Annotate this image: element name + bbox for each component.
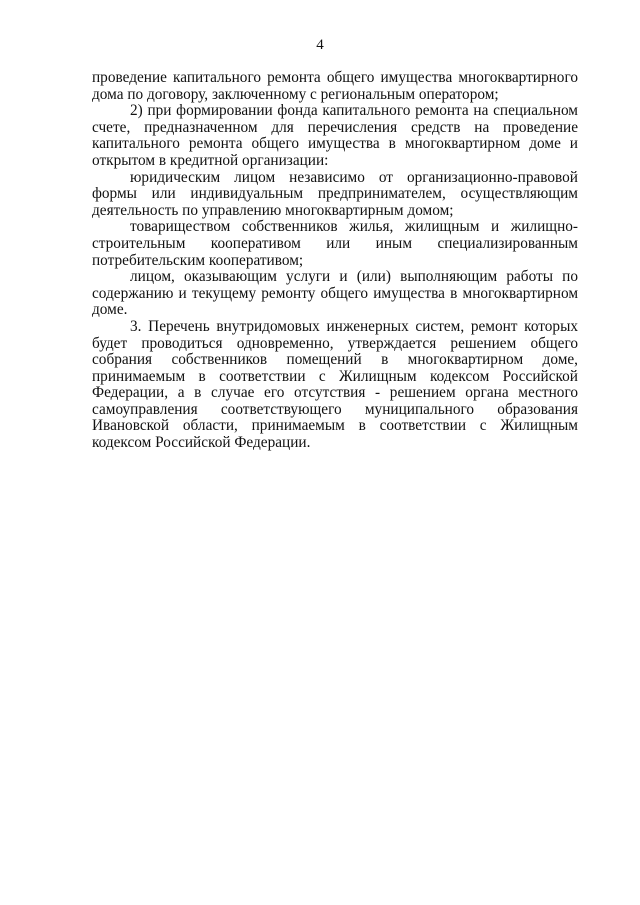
document-body bbox=[92, 70, 578, 452]
paragraph-continuation: проведение капитального ремонта общего имущества многоквартирного дома по договору, заключенному с региональным оператором; bbox=[92, 69, 578, 103]
paragraph-item-3: 3. Перечень внутридомовых инженерных систем, ремонт которых будет проводиться одновременно, утверждается решением общего собрания собственников помещений в многоквартирном доме, принимаемым в соответствии с Жилищным кодексом Российской Федерации, а в случае его отсутствия - решением органа местного самоуправления соответствующего муниципального образования Ивановской области, принимаемым в соответствии с Жилищным кодексом Российской Федерации. bbox=[92, 317, 578, 452]
paragraph-legal-entity: юридическим лицом независимо от организационно-правовой формы или индивидуальным предпринимателем, осуществляющим деятельность по управлению многоквартирным домом; bbox=[92, 168, 578, 219]
page-number: 4 bbox=[316, 37, 324, 53]
paragraph-service-provider: лицом, оказывающим услуги и (или) выполняющим работы по содержанию и текущему ремонту общего имущества в многоквартирном доме. bbox=[92, 268, 578, 319]
paragraph-item-2: 2) при формировании фонда капитального ремонта на специальном счете, предназначенном для перечисления средств на проведение капитального ремонта общего имущества в многоквартирном доме и открытом в кредитной организации: bbox=[92, 102, 578, 169]
paragraph-homeowners-association: товариществом собственников жилья, жилищным и жилищно-строительным кооперативом или иным специализированным потребительским кооперативом; bbox=[92, 218, 578, 269]
